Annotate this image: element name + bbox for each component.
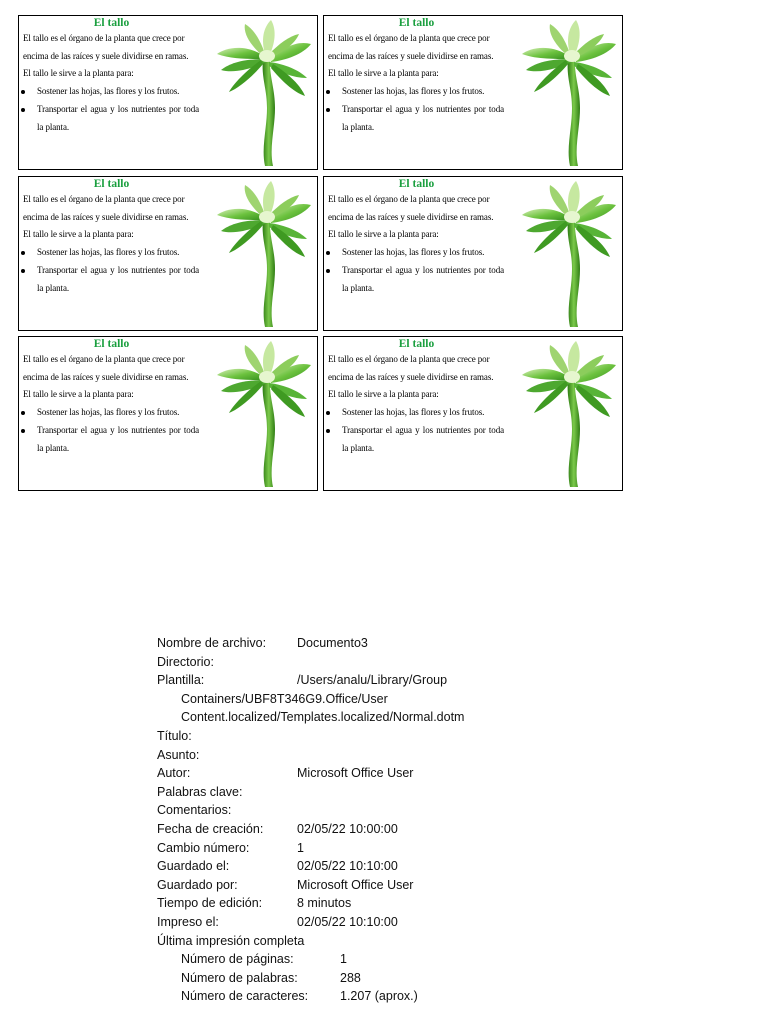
card-title: El tallo (398, 178, 435, 190)
card-paragraph: El tallo es el órgano de la planta que crece por encima de las raíces y suele dividirse en ramas. (328, 194, 494, 222)
prop-row-nombre (157, 634, 464, 653)
card-paragraph: El tallo le sirve a la planta para: (23, 229, 134, 240)
info-card-5 (18, 336, 318, 491)
plant-sprout-icon (508, 18, 620, 168)
card-paragraph: El tallo le sirve a la planta para: (23, 68, 134, 79)
card-bullet: Sostener las hojas, las flores y los frutos. (328, 244, 504, 262)
card-title: El tallo (93, 338, 130, 350)
card-text (328, 191, 504, 297)
prop-label: Nombre de archivo: (157, 636, 267, 650)
card-text (328, 351, 504, 457)
card-bullet-list (23, 244, 199, 297)
card-title: El tallo (93, 17, 130, 29)
prop-value: 8 minutos (297, 896, 352, 911)
plant-sprout-icon (508, 339, 620, 489)
card-paragraph: El tallo le sirve a la planta para: (23, 389, 134, 400)
prop-label: Última impresión completa (157, 933, 305, 948)
card-text (23, 351, 199, 457)
prop-row-impreso (157, 913, 464, 932)
card-bullet-list (328, 404, 504, 457)
document-properties (157, 634, 464, 1006)
card-bullet-list (328, 83, 504, 136)
card-bullet: Transportar el agua y los nutrientes por toda la planta. (328, 422, 504, 457)
card-bullet: Transportar el agua y los nutrientes por toda la planta. (23, 101, 199, 136)
prop-label: Tiempo de edición: (157, 896, 263, 911)
prop-row-plantilla-cont: Containers/UBF8T346G9.Office/User (181, 691, 388, 706)
prop-value: /Users/analu/Library/Group (297, 673, 448, 688)
card-paragraph: El tallo le sirve a la planta para: (328, 229, 439, 240)
prop-label: Directorio: (157, 654, 214, 669)
card-paragraph: El tallo es el órgano de la planta que crece por encima de las raíces y suele dividirse en ramas. (328, 33, 494, 61)
prop-label: Número de palabras: (181, 970, 298, 985)
prop-row-comentarios (157, 801, 464, 820)
prop-label: Plantilla: (157, 673, 205, 688)
prop-row-asunto (157, 746, 464, 765)
prop-row-ultima (157, 932, 464, 951)
prop-row-paginas (157, 950, 464, 969)
card-bullet: Sostener las hojas, las flores y los frutos. (23, 83, 199, 101)
prop-value: Microsoft Office User (297, 766, 414, 781)
plant-sprout-icon (508, 179, 620, 329)
prop-label: Impreso el: (157, 914, 219, 929)
prop-row-plantilla-cont: Content.localized/Templates.localized/Normal.dotm (181, 710, 465, 725)
prop-row-fecha-creacion (157, 820, 464, 839)
prop-value: 02/05/22 10:10:00 (297, 914, 398, 929)
prop-value: 1 (340, 952, 347, 967)
prop-row-palabras-clave (157, 783, 464, 802)
prop-label: Comentarios: (157, 803, 232, 818)
prop-label: Número de caracteres: (181, 989, 309, 1004)
prop-label: Guardado el: (157, 859, 230, 874)
prop-label: Cambio número: (157, 840, 250, 855)
card-title: El tallo (398, 17, 435, 29)
card-text (23, 191, 199, 297)
prop-row-guardado-el (157, 857, 464, 876)
prop-row-cambio (157, 839, 464, 858)
prop-label: Guardado por: (157, 877, 238, 892)
prop-label: Asunto: (157, 747, 200, 762)
card-bullet-list (328, 244, 504, 297)
card-paragraph: El tallo es el órgano de la planta que crece por encima de las raíces y suele dividirse en ramas. (328, 354, 494, 382)
prop-row-guardado-por (157, 876, 464, 895)
card-bullet: Transportar el agua y los nutrientes por toda la planta. (23, 422, 199, 457)
prop-label: Palabras clave: (157, 784, 243, 799)
card-text (23, 30, 199, 136)
card-paragraph: El tallo le sirve a la planta para: (328, 68, 439, 79)
prop-row-caracteres (157, 987, 464, 1006)
prop-value: 1.207 (aprox.) (340, 989, 418, 1004)
prop-value: Microsoft Office User (297, 877, 414, 892)
prop-label: Número de páginas: (181, 952, 294, 967)
card-title: El tallo (93, 178, 130, 190)
prop-value: 1 (297, 840, 304, 855)
info-card-1 (18, 15, 318, 170)
info-card-4 (323, 176, 623, 331)
card-bullet: Sostener las hojas, las flores y los frutos. (23, 244, 199, 262)
card-bullet: Transportar el agua y los nutrientes por toda la planta. (328, 262, 504, 297)
card-bullet: Sostener las hojas, las flores y los frutos. (23, 404, 199, 422)
prop-value: 02/05/22 10:10:00 (297, 859, 398, 874)
info-card-2 (323, 15, 623, 170)
card-paragraph: El tallo es el órgano de la planta que crece por encima de las raíces y suele dividirse en ramas. (23, 33, 189, 61)
card-grid (18, 15, 626, 493)
prop-label: Autor: (157, 766, 191, 781)
prop-value: 288 (340, 970, 361, 985)
prop-row-directorio (157, 653, 464, 672)
prop-label: Fecha de creación: (157, 821, 264, 836)
prop-row-palabras (157, 969, 464, 988)
card-title: El tallo (398, 338, 435, 350)
card-bullet: Sostener las hojas, las flores y los frutos. (328, 404, 504, 422)
prop-row-autor (157, 764, 464, 783)
card-text (328, 30, 504, 136)
prop-value: 02/05/22 10:00:00 (297, 821, 398, 836)
plant-sprout-icon (203, 179, 315, 329)
card-paragraph: El tallo es el órgano de la planta que crece por encima de las raíces y suele dividirse en ramas. (23, 194, 189, 222)
card-bullet: Transportar el agua y los nutrientes por toda la planta. (328, 101, 504, 136)
prop-value: Documento3 (297, 636, 368, 650)
prop-row-plantilla (157, 671, 464, 690)
card-paragraph: El tallo le sirve a la planta para: (328, 389, 439, 400)
card-bullet: Sostener las hojas, las flores y los frutos. (328, 83, 504, 101)
plant-sprout-icon (203, 339, 315, 489)
card-paragraph: El tallo es el órgano de la planta que crece por encima de las raíces y suele dividirse en ramas. (23, 354, 189, 382)
card-bullet-list (23, 83, 199, 136)
prop-label: Título: (157, 728, 192, 743)
info-card-6 (323, 336, 623, 491)
card-bullet: Transportar el agua y los nutrientes por toda la planta. (23, 262, 199, 297)
prop-row-tiempo (157, 894, 464, 913)
prop-row-titulo (157, 727, 464, 746)
info-card-3 (18, 176, 318, 331)
plant-sprout-icon (203, 18, 315, 168)
card-bullet-list (23, 404, 199, 457)
